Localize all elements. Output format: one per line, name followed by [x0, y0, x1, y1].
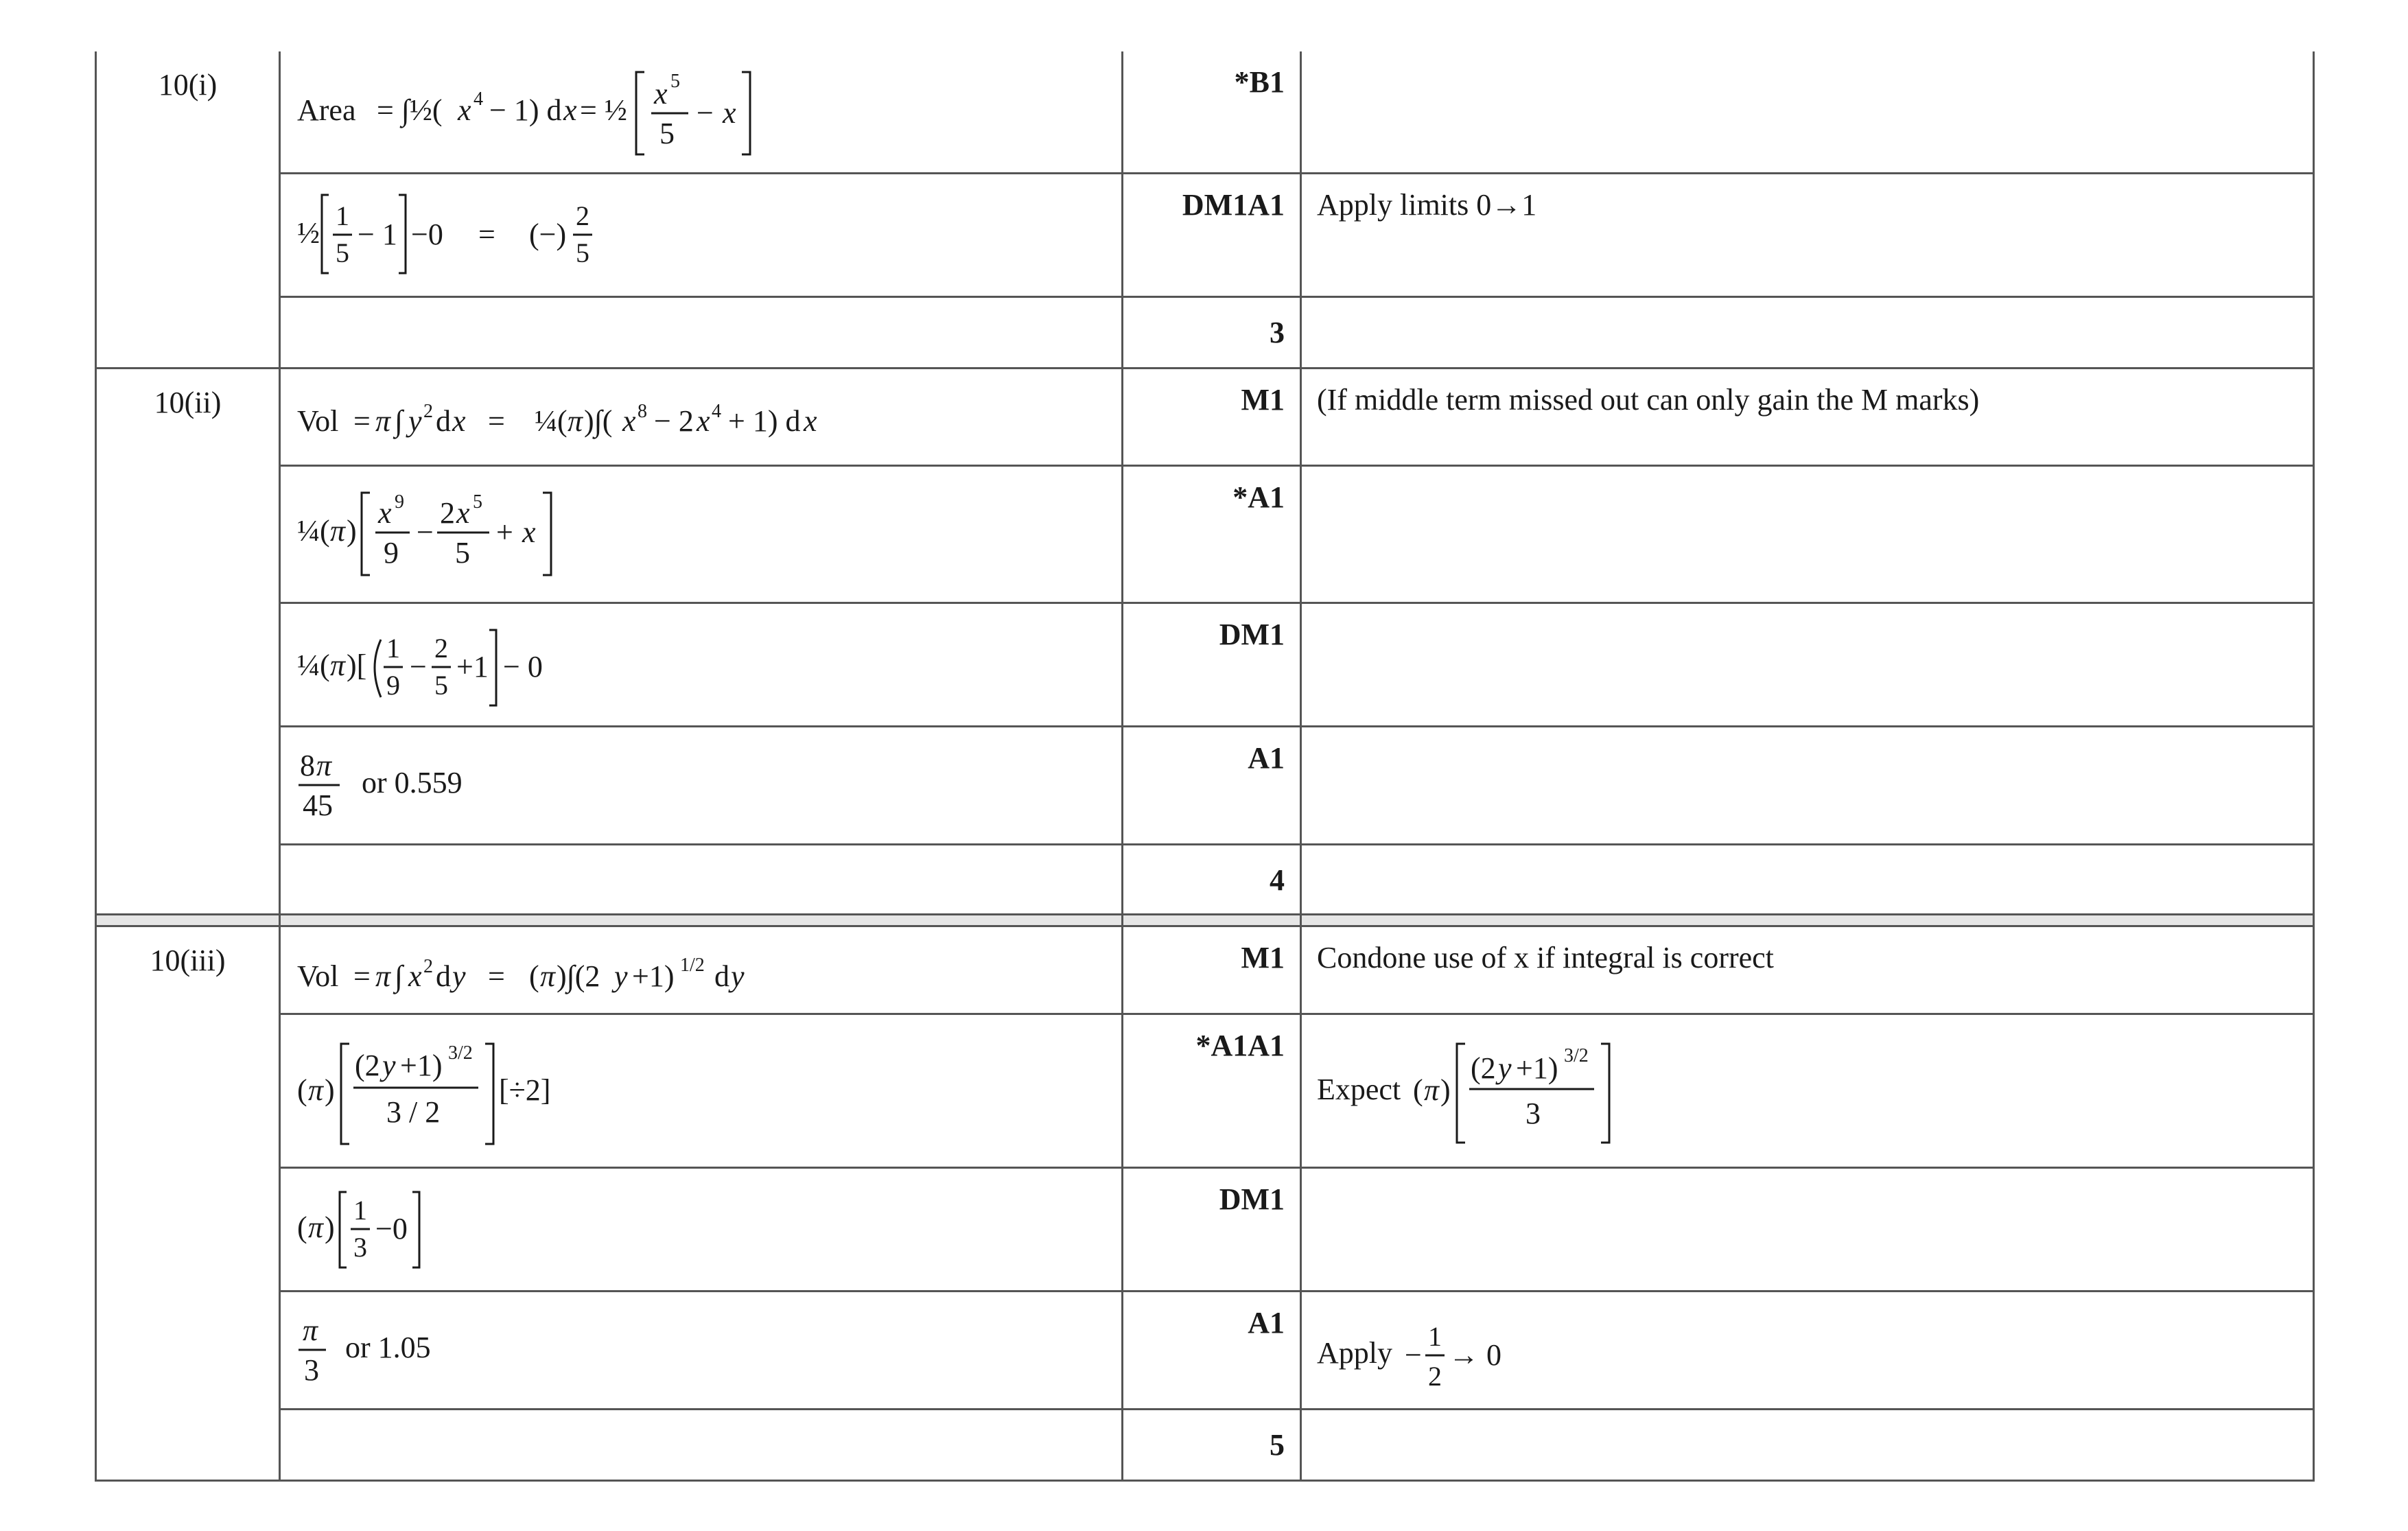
- svg-text:Vol: [297, 404, 338, 438]
- svg-text:y: y: [731, 959, 745, 993]
- guidance-cell: [1301, 51, 2314, 173]
- mark-cell: *A1A1: [1123, 1014, 1301, 1167]
- guidance-cell: [1301, 1291, 2314, 1409]
- svg-text:(: (: [297, 1073, 307, 1107]
- svg-text:d: d: [714, 959, 729, 993]
- mark-cell: *B1: [1123, 51, 1301, 173]
- volume-y-answer-expression: [296, 1300, 1121, 1396]
- answer-cell: [280, 296, 1123, 368]
- svg-text:d: d: [436, 404, 451, 438]
- svg-text:−: −: [410, 649, 427, 683]
- svg-text:3 / 2: 3 / 2: [386, 1095, 441, 1129]
- guidance-cell: [1301, 1409, 2314, 1480]
- svg-text:9: 9: [384, 535, 399, 570]
- svg-text:d: d: [436, 959, 451, 993]
- svg-text:45: 45: [303, 788, 333, 822]
- volume-label: Vol: [297, 959, 339, 993]
- svg-text:(2: (2: [1471, 1051, 1496, 1085]
- answer-cell: [280, 465, 1123, 603]
- svg-text:1: 1: [386, 632, 400, 664]
- svg-text:∫: ∫: [395, 404, 404, 438]
- total-marks: 5: [1123, 1409, 1301, 1480]
- svg-text:x: x: [408, 959, 422, 993]
- guidance-cell: [1301, 726, 2314, 844]
- svg-text:2: 2: [576, 200, 589, 231]
- svg-text:2: 2: [1428, 1360, 1442, 1392]
- svg-text:−: −: [697, 96, 714, 130]
- svg-text:x: x: [522, 515, 536, 549]
- svg-text:−: −: [417, 515, 434, 549]
- svg-text:− 2: − 2: [654, 404, 694, 438]
- svg-text:=: =: [488, 404, 505, 438]
- svg-text:y: y: [1498, 1051, 1512, 1085]
- svg-text:9: 9: [395, 491, 404, 513]
- svg-text:π: π: [540, 959, 556, 993]
- svg-text:−0: −0: [375, 1211, 408, 1246]
- svg-text:x: x: [622, 404, 636, 438]
- svg-text:π: π: [303, 1313, 318, 1347]
- mark-cell: DM1: [1123, 1167, 1301, 1291]
- guidance-cell: [1301, 465, 2314, 603]
- svg-text:5: 5: [576, 237, 589, 268]
- volume-label: Vol: [297, 404, 339, 438]
- svg-text:5: 5: [455, 535, 470, 570]
- svg-text:x: x: [456, 495, 470, 530]
- guidance-cell: [1301, 926, 2314, 1014]
- svg-text:(: (: [1413, 1073, 1423, 1107]
- svg-text:π: π: [1424, 1073, 1440, 1107]
- svg-text:2: 2: [423, 400, 433, 422]
- answer-cell: [280, 1167, 1123, 1291]
- svg-text:∫: ∫: [395, 959, 404, 993]
- section-separator: [96, 914, 2314, 926]
- svg-text:− 0: − 0: [503, 649, 543, 683]
- svg-text:π: π: [330, 513, 346, 548]
- svg-text:8: 8: [638, 400, 647, 422]
- svg-text:3: 3: [304, 1353, 319, 1387]
- svg-text:− 1) d: − 1) d: [489, 93, 562, 127]
- svg-text:5: 5: [434, 669, 448, 701]
- svg-text:5: 5: [670, 71, 680, 92]
- volume-antiderivative-expression: [296, 475, 653, 585]
- svg-text:3/2: 3/2: [448, 1042, 473, 1064]
- volume-answer-expression: [296, 736, 1121, 832]
- svg-text:=: =: [478, 217, 495, 251]
- svg-text:1: 1: [336, 200, 349, 231]
- guidance-cell: [1301, 296, 2314, 368]
- question-number-10i: 10(i): [96, 51, 280, 368]
- volume-limits-expression: [296, 612, 653, 715]
- area-label: Area: [297, 93, 356, 127]
- svg-text:−: −: [1405, 1337, 1422, 1372]
- svg-text:Area: [297, 93, 356, 127]
- guidance-cell: [1301, 844, 2314, 914]
- svg-text:): ): [325, 1210, 335, 1244]
- svg-text:π: π: [308, 1073, 324, 1107]
- answer-cell: [280, 603, 1123, 726]
- svg-text:−0: −0: [411, 217, 443, 251]
- guidance-cell: [1301, 1167, 2314, 1291]
- svg-text:5: 5: [473, 491, 482, 513]
- apply-limit-expression: [1317, 1306, 2313, 1402]
- mark-cell: M1: [1123, 926, 1301, 1014]
- svg-text:x: x: [804, 404, 817, 438]
- svg-text:x: x: [378, 495, 392, 530]
- svg-text:): ): [347, 513, 357, 548]
- volume-y-limits-expression: [296, 1177, 502, 1280]
- mark-cell: A1: [1123, 1291, 1301, 1409]
- svg-text:¼(: ¼(: [297, 513, 330, 548]
- answer-cell: [280, 51, 1123, 173]
- svg-text:3/2: 3/2: [1564, 1044, 1589, 1066]
- svg-text:=: =: [353, 404, 371, 438]
- svg-text:4: 4: [712, 400, 721, 422]
- svg-text:2: 2: [440, 495, 455, 530]
- svg-text:[÷2]: [÷2]: [499, 1073, 551, 1107]
- svg-text:4: 4: [474, 89, 483, 110]
- volume-y-antiderivative-expression: [296, 1023, 653, 1154]
- svg-text:5: 5: [336, 237, 349, 268]
- guidance-cell: (If middle term missed out can only gain the M marks): [1301, 368, 2314, 465]
- svg-text:¼(: ¼(: [535, 404, 568, 438]
- svg-text:+1): +1): [400, 1048, 443, 1082]
- svg-text:(: (: [529, 959, 539, 993]
- total-marks: 4: [1123, 844, 1301, 914]
- svg-text:5: 5: [659, 117, 675, 150]
- svg-text:x: x: [697, 404, 710, 438]
- mark-cell: *A1: [1123, 465, 1301, 603]
- decimal-answer: or 0.559: [362, 766, 463, 800]
- svg-text:¼(: ¼(: [297, 648, 330, 682]
- answer-cell: [280, 1409, 1123, 1480]
- svg-text:+1): +1): [1516, 1051, 1558, 1085]
- decimal-answer: or 1.05: [345, 1331, 431, 1365]
- svg-text:− 1: − 1: [358, 217, 397, 251]
- answer-cell: [280, 1014, 1123, 1167]
- svg-text:+1: +1: [456, 649, 489, 683]
- guidance-cell: [1301, 1014, 2314, 1167]
- svg-text:=: =: [353, 959, 371, 993]
- question-number-10ii: 10(ii): [96, 368, 280, 914]
- total-marks: 3: [1123, 296, 1301, 368]
- mark-scheme-table: [95, 51, 2315, 1482]
- svg-text:(: (: [297, 1210, 307, 1244]
- answer-cell: [280, 1291, 1123, 1409]
- volume-integral-expression: [296, 377, 913, 453]
- question-number-10iii: 10(iii): [96, 926, 280, 1480]
- svg-text:)∫(: )∫(: [584, 404, 613, 438]
- svg-text:= ½: = ½: [580, 93, 627, 127]
- answer-cell: [280, 926, 1123, 1014]
- apply-label: Apply: [1317, 1336, 1392, 1370]
- svg-text:π: π: [375, 959, 391, 993]
- answer-cell: [280, 368, 1123, 465]
- mark-cell: A1: [1123, 726, 1301, 844]
- svg-text:π: π: [568, 404, 583, 438]
- svg-text:π: π: [330, 648, 346, 682]
- svg-text:3: 3: [353, 1231, 367, 1263]
- svg-text:x: x: [654, 77, 668, 110]
- svg-text:π: π: [375, 404, 391, 438]
- svg-text:2: 2: [423, 955, 433, 977]
- svg-text:+: +: [496, 515, 513, 549]
- svg-text:→ 0: → 0: [1449, 1337, 1501, 1372]
- svg-text:(−): (−): [529, 217, 567, 251]
- svg-text:(2: (2: [355, 1048, 380, 1082]
- svg-text:+ 1) d: + 1) d: [728, 404, 801, 438]
- svg-text:π: π: [308, 1210, 324, 1244]
- guidance-cell: Apply limits 0→1: [1301, 173, 2314, 296]
- svg-text:π: π: [316, 748, 332, 782]
- area-integral-expression: [296, 60, 776, 163]
- mark-cell: DM1A1: [1123, 173, 1301, 296]
- svg-text:1/2: 1/2: [680, 954, 705, 976]
- svg-text:1: 1: [1428, 1320, 1442, 1352]
- svg-text:x: x: [563, 93, 577, 127]
- volume-y-integral-expression: [296, 935, 817, 1004]
- svg-text:y: y: [408, 404, 422, 438]
- answer-cell: [280, 726, 1123, 844]
- svg-text:=: =: [488, 959, 505, 993]
- svg-text:y: y: [614, 959, 628, 993]
- svg-text:): ): [1440, 1073, 1451, 1107]
- svg-text:x: x: [458, 93, 471, 127]
- answer-cell: [280, 173, 1123, 296]
- svg-text:y: y: [382, 1048, 396, 1082]
- svg-text:8: 8: [300, 748, 315, 782]
- svg-text:1: 1: [353, 1194, 367, 1226]
- mark-cell: M1: [1123, 368, 1301, 465]
- area-limits-expression: [296, 183, 680, 285]
- svg-text:= ∫½(: = ∫½(: [377, 93, 443, 127]
- expect-label: Expect: [1317, 1073, 1401, 1107]
- mark-cell: DM1: [1123, 603, 1301, 726]
- answer-cell: [280, 844, 1123, 914]
- svg-text:2: 2: [434, 632, 448, 664]
- svg-text:3: 3: [1526, 1096, 1541, 1130]
- guidance-text: Condone use of x if integral is correct: [1317, 940, 1774, 974]
- svg-text:)[: )[: [347, 648, 367, 682]
- svg-text:x: x: [452, 404, 466, 438]
- svg-text:Vol: [297, 959, 338, 993]
- svg-text:): ): [325, 1073, 335, 1107]
- svg-text:x: x: [723, 96, 736, 130]
- svg-text:y: y: [452, 959, 466, 993]
- svg-text:+1): +1): [632, 959, 675, 993]
- expected-expression: [1317, 1029, 2313, 1152]
- svg-text:)∫(2: )∫(2: [557, 959, 600, 993]
- svg-text:9: 9: [386, 669, 400, 701]
- guidance-cell: [1301, 603, 2314, 726]
- svg-text:½: ½: [297, 215, 320, 250]
